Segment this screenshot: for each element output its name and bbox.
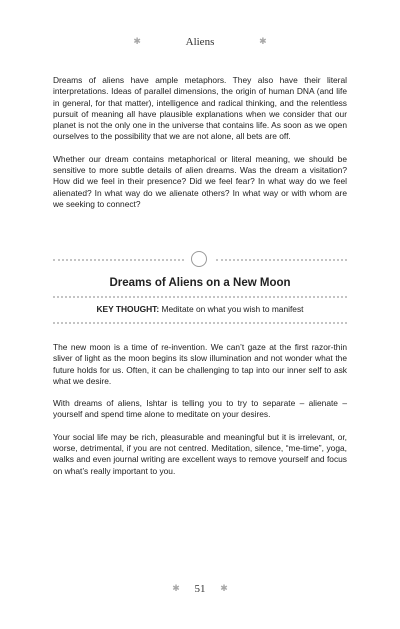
page-footer: [0, 583, 400, 595]
star-ornament-icon: ✱: [220, 583, 228, 593]
key-thought: [0, 304, 400, 314]
star-ornament-icon: ✱: [133, 36, 141, 46]
star-ornament-icon: ✱: [259, 36, 267, 46]
dotted-line: [216, 259, 347, 261]
paragraph: Your social life may be rich, pleasurable and meaningful but it is irrelevant, or, worse, detrimental, if you are not centred. Meditation, silence, “me-time”, yoga, walks and even journal writing are excellent ways to remove yourself and focus on what’s really important to you.: [53, 431, 347, 476]
page-number: 51: [194, 583, 206, 595]
dotted-rule: [53, 322, 347, 324]
section-divider: [53, 251, 347, 267]
paragraph: The new moon is a time of re-invention. We can’t gaze at the first razor-thin sliver of light as the moon begins its slow illumination and not wonder what the future holds for us. Often, it can be challenging to tap into our inner self to ask what we desire.: [53, 342, 347, 386]
body-text: [53, 342, 347, 477]
running-header: [0, 36, 400, 48]
moon-circle-icon: [191, 251, 207, 267]
dotted-line: [53, 259, 184, 261]
star-ornament-icon: ✱: [172, 583, 180, 593]
paragraph: Dreams of aliens have ample metaphors. They also have their literal interpretations. Ideas of parallel dimensions, the origin of human DNA (and life in general, for that matter), intelligence and radical thinking, and the relentless pursuit of meaning all have plausible explanations when we consider that our planet is not the only one in the universe that contains life. As soon as we open ourselves to the possibility that we are not alone, all bets are off.: [53, 75, 347, 142]
intro-text: [53, 75, 347, 210]
section-heading: Dreams of Aliens on a New Moon: [109, 277, 291, 289]
paragraph: Whether our dream contains metaphorical or literal meaning, we should be sensitive to more subtle details of alien dreams. Was the dream a visitation? How did we feel in their presence? Did we feel fear? In what way do we feel alienated? In what way do we alienate others? In what way or with whom are we seeking to connect?: [53, 153, 347, 209]
dotted-rule: [53, 296, 347, 298]
key-thought-label: KEY THOUGHT:: [96, 304, 160, 314]
chapter-title: Aliens: [185, 36, 215, 48]
key-thought-text: Meditate on what you wish to manifest: [159, 304, 304, 314]
paragraph: With dreams of aliens, Ishtar is telling you to try to separate – alienate – yourself and spend time alone to meditate on your desires.: [53, 398, 347, 420]
